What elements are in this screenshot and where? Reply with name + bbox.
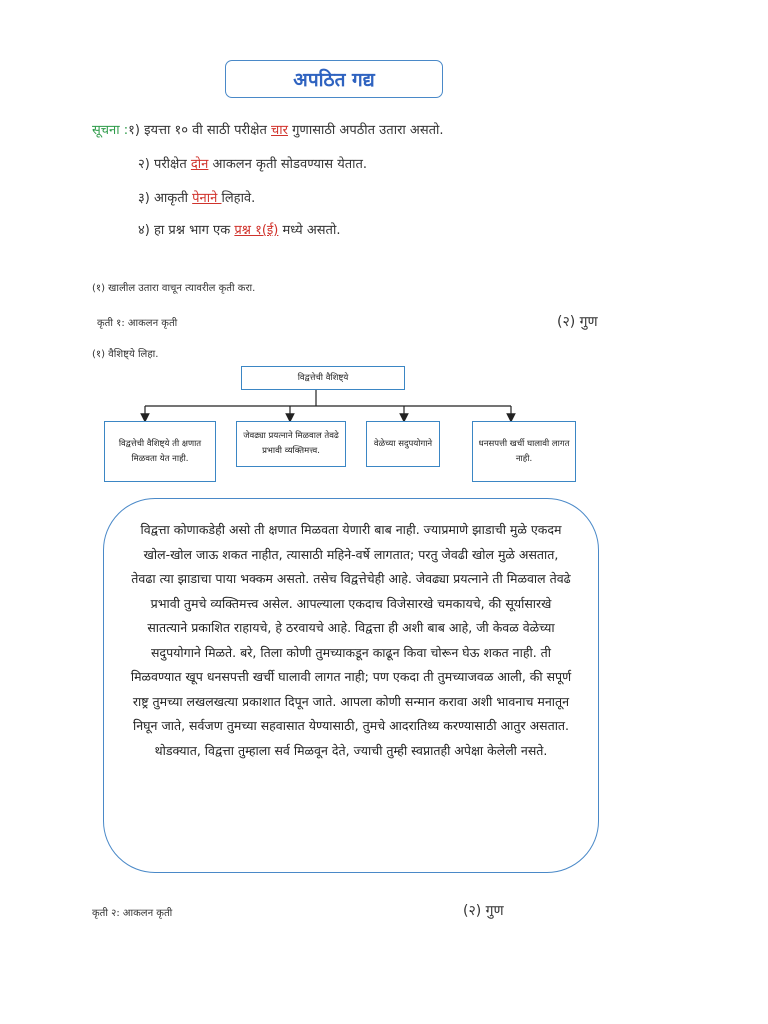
note-1-highlight: चार [271, 123, 288, 138]
note-2-text: २) परीक्षेत [138, 157, 191, 172]
note-1-text: १) इयत्ता १० वी साठी परीक्षेत [128, 123, 272, 138]
diagram-connectors [0, 0, 768, 480]
passage-text: विद्वत्ता कोणाकडेही असो ती क्षणात मिळवता येणारी बाब नाही. ज्याप्रमाणे झाडाची मुळे एकदम खोल-खोल जाऊ शकत नाहीत, त्यासाठी महिने-वर्षे लागतात; परतु जेवढी खोल मुळे असतात, तेवढा त्या झाडाचा पाया भक्कम असतो. तसेच विद्वत्तेचेही आहे. जेवढ्या प्रयत्नाने ती मिळवाल तेवढे प्रभावी तुमचे व्यक्तिमत्त्व असेल. आपल्याला एकदाच विजेसारखे चमकायचे, की सूर्यासारखे सातत्याने प्रकाशित राहायचे, हे ठरवायचे आहे. विद्वत्ता ही अशी बाब आहे, जी केवळ वेळेच्या सदुपयोगाने मिळते. बरे, तिला कोणी तुमच्याकडून काढून किवा चोरून घेऊ शकत नाही. ती मिळवण्यात खूप धनसपत्ती खर्ची घालावी लागत नाही; पण एकदा ती तुमच्याजवळ आली, की सपूर्ण राष्ट्र तुमच्या लखलखत्या प्रकाशात दिपून जाते. आपला कोणी सन्मान करावा अशी भावनाच मनातून निघून जाते, सर्वजण तुमच्या सहवासात येण्यासाठी, तुमचे आदरातिथ्य करण्यासाठी आतुर असतात. थोडक्यात, विद्वत्ता तुम्हाला सर्व मिळवून देते, ज्याची तुम्ही स्वप्नातही अपेक्षा केलेली नसते. [130, 522, 572, 758]
note-2-text-end: आकलन कृती सोडवण्यास येतात. [208, 157, 368, 172]
activity-2-label: कृती २: आकलन कृती [92, 908, 173, 919]
activity-1-marks: (२) गुण [557, 314, 598, 330]
note-2-highlight: दोन [190, 157, 209, 172]
diagram-node-1-label: विद्वत्तेची वैशिष्ट्ये ती क्षणात मिळवता येत नाही. [118, 438, 202, 464]
diagram-node-3 [366, 421, 440, 467]
activity-1-label: कृती १: आकलन कृती [97, 318, 178, 329]
note-3-highlight: पेनाने [192, 191, 222, 206]
diagram-node-4 [472, 421, 576, 482]
note-4-text-end: मध्ये असतो. [278, 223, 341, 238]
diagram-node-2-label: जेवढ्या प्रयत्नाने मिळवाल तेवढे प्रभावी व्यक्तिमत्त्व. [243, 431, 339, 456]
note-3-text: ३) आकृती [138, 191, 193, 206]
diagram-node-1 [104, 421, 216, 482]
diagram-root-label: विद्वत्तेची वैशिष्ट्ये [297, 372, 349, 383]
instruction-text: (१) खालील उतारा वाचून त्यावरील कृती करा. [92, 283, 256, 294]
diagram-node-3-label: वेळेच्या सदुपयोगाने [373, 438, 433, 449]
activity-2-marks: (२) गुण [463, 903, 504, 919]
sub-question: (१) वैशिष्ट्ये लिहा. [92, 349, 159, 360]
diagram-root-node [241, 366, 405, 390]
note-4-highlight: प्रश्न १(ई) [234, 223, 279, 238]
note-1-text-end: गुणासाठी अपठीत उतारा असतो. [287, 123, 444, 138]
diagram-node-2 [236, 421, 346, 467]
page-title: अपठित गद्य [293, 69, 375, 91]
note-4-text: ४) हा प्रश्न भाग एक [138, 223, 235, 238]
note-3-text-end: लिहावे. [221, 191, 256, 206]
note-label: सूचना : [92, 123, 129, 138]
diagram-node-4-label: धनसपत्ती खर्ची घालावी लागत नाही. [478, 438, 570, 464]
